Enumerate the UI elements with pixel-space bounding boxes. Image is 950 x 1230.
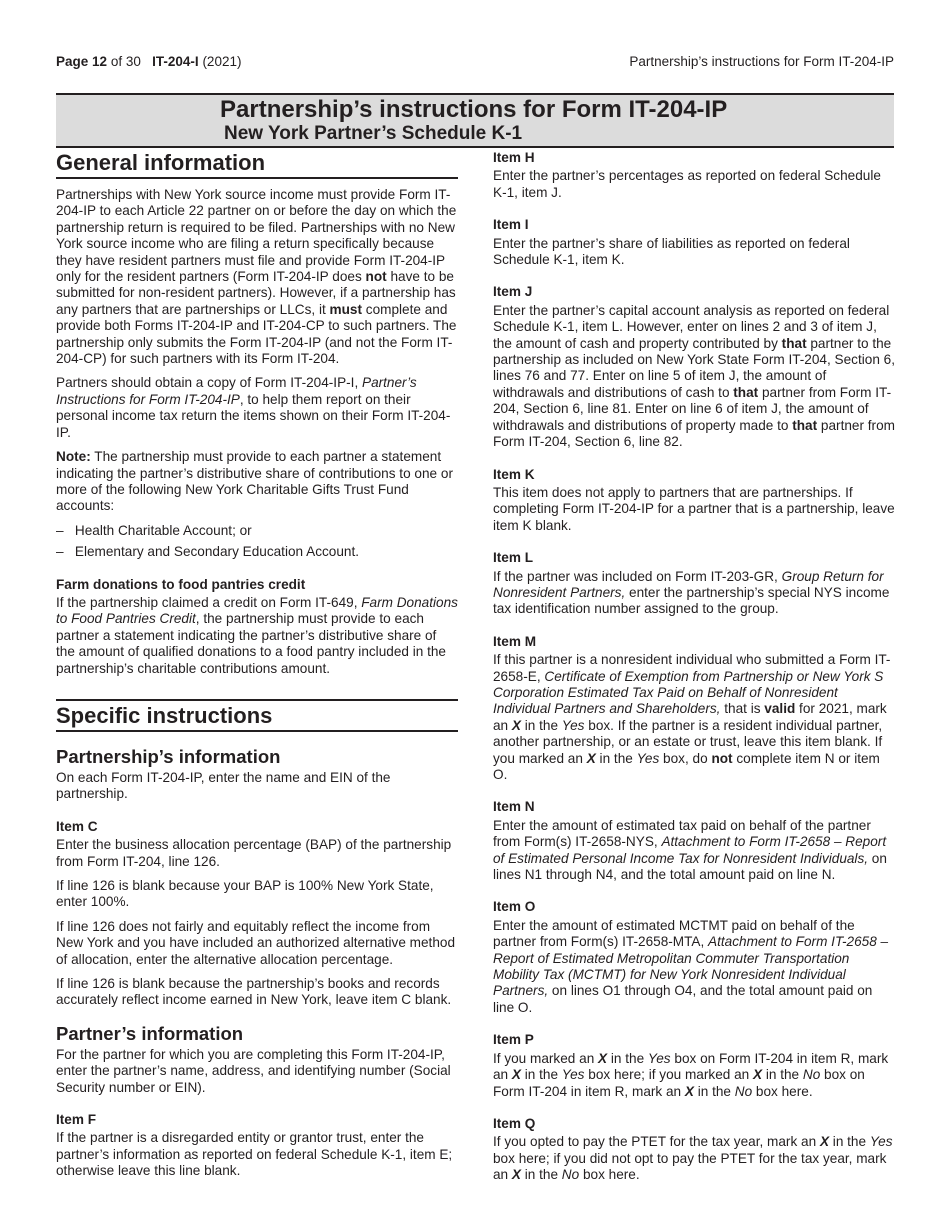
item-heading	[493, 550, 895, 566]
paragraph	[56, 187, 458, 367]
paragraph	[493, 303, 895, 451]
paragraph	[56, 770, 458, 803]
text-run: Item I	[493, 217, 529, 233]
text-run: in the	[520, 1067, 562, 1083]
item-heading	[493, 467, 895, 483]
text-run: Item M	[493, 633, 537, 649]
text-run: Partner’s information	[56, 1022, 244, 1044]
text-run: Item Q	[493, 1115, 536, 1131]
text-run: box. If the partner is a resident individual partner, another partnership, or an estate or trust, leave this item blank. If you marked an	[493, 717, 883, 766]
item-heading	[493, 284, 895, 300]
paragraph	[56, 1130, 458, 1179]
text-run: If line 126 is blank because your BAP is 100% New York State, enter 100%.	[56, 878, 434, 910]
paragraph	[56, 1047, 458, 1096]
text-run: This item does not apply to partners that are partnerships. If completing Form IT-204-IP for a partner that is a partnership, leave item K blank.	[493, 484, 895, 533]
text-run: Item H	[493, 150, 535, 165]
subsection-heading	[56, 746, 458, 768]
page-count: of 30	[110, 54, 141, 69]
italic-text: Group Return for Nonresident Partners,	[493, 568, 884, 600]
italic-text: Attachment to Form IT-2658 – Report of Estimated Metropolitan Commuter Transportation Mobility Tax (MCTMT) for New York Nonresident Individual Partners,	[493, 934, 889, 999]
item-heading	[493, 634, 895, 650]
text-run: in the	[520, 1167, 562, 1183]
text-run: complete item N or item O.	[493, 750, 880, 782]
bold-italic-text: X	[511, 1167, 521, 1183]
text-run: If the partner was included on Form IT-203-GR,	[493, 568, 782, 584]
bold-italic-text: X	[753, 1067, 763, 1083]
bold-text: must	[329, 301, 363, 317]
text-run: for 2021, mark an	[493, 701, 887, 733]
text-run: The partnership must provide to each partner a statement indicating the partner’s distributive share of contributions to one or more of the following New York Charitable Gifts Trust Fund accounts:	[56, 449, 453, 514]
text-run: Enter the amount of estimated MCTMT paid on behalf of the partner from Form(s) IT-2658-MTA,	[493, 917, 855, 950]
paragraph	[493, 168, 895, 201]
text-run: If line 126 does not fairly and equitably reflect the income from New York and you have included an authorized alternative method of allocation, enter the alternative allocation percentage.	[56, 918, 456, 967]
paragraph	[493, 918, 895, 1016]
paragraph	[493, 569, 895, 618]
form-year: (2021)	[202, 54, 242, 69]
text-run: Item L	[493, 550, 534, 566]
text-run: If you marked an	[493, 1050, 599, 1066]
italic-text: Yes	[561, 1067, 585, 1083]
text-run: box here.	[752, 1083, 813, 1099]
paragraph	[493, 652, 895, 783]
text-run: box here; if you marked an	[584, 1067, 753, 1083]
paragraph	[493, 485, 895, 534]
paragraph	[493, 818, 895, 884]
item-heading	[493, 899, 895, 915]
text-run: box here; if you did not opt to pay the PTET for the tax year, mark an	[493, 1150, 887, 1183]
text-run: partner from Form IT-204, Section 6, line 82.	[493, 417, 895, 450]
text-run: If the partner is a disregarded entity or grantor trust, enter the partner’s information as reported on federal Schedule K-1, item E; otherwise leave this line blank.	[56, 1130, 453, 1179]
paragraph	[56, 837, 458, 870]
italic-text: No	[802, 1067, 821, 1083]
bold-italic-text: X	[511, 1067, 521, 1083]
text-run: Item F	[56, 1112, 97, 1128]
bold-text: valid	[764, 701, 796, 717]
right-column	[493, 150, 895, 1192]
text-run: Enter the business allocation percentage (BAP) of the partnership from Form IT-204, line 126.	[56, 837, 452, 869]
text-run: General information	[56, 150, 266, 175]
bold-italic-text: X	[598, 1050, 608, 1066]
text-run: in the	[595, 750, 637, 766]
text-run: Enter the partner’s percentages as reported on federal Schedule K-1, item J.	[493, 168, 881, 200]
text-run: that is	[720, 701, 765, 717]
text-run: box on Form IT-204 in item R, mark an	[493, 1050, 889, 1083]
text-run: Item J	[493, 284, 533, 300]
title-band	[56, 93, 894, 148]
text-run: , to help them report on their personal income tax return the items shown on their Form IT-204-IP.	[56, 391, 451, 440]
text-run: in the	[520, 717, 562, 733]
text-run: Farm donations to food pantries credit	[56, 576, 306, 592]
page-subtitle: New York Partner’s Schedule K-1	[224, 123, 523, 144]
text-run: partner from Form IT-204, Section 6, line 81. Enter on line 6 of item J, the amount of withdrawals and distributions of property made to	[493, 384, 892, 433]
text-run: Partners should obtain a copy of Form IT-204-IP-I,	[56, 375, 362, 391]
bold-text: not	[365, 269, 387, 285]
italic-text: Certificate of Exemption from Partnership or New York S Corporation Estimated Tax Paid on Behalf of Nonresident Individual Partners and Shareholders,	[493, 668, 884, 717]
text-run: , the partnership must provide to each partner a statement indicating the partner’s distributive share of the amount of qualified donations to a food pantry included in the partnership’s charitable contributions amount.	[56, 611, 446, 676]
text-run: On each Form IT-204-IP, enter the name and EIN of the partnership.	[56, 769, 391, 802]
left-column	[56, 150, 458, 1188]
text-run: box, do	[659, 750, 712, 766]
italic-text: Yes	[636, 750, 660, 766]
paragraph	[56, 595, 458, 677]
text-run: Specific instructions	[56, 702, 273, 728]
text-run: Item P	[493, 1032, 534, 1048]
text-run: If line 126 is blank because the partnership’s books and records accurately reflect income earned in New York, leave item C blank.	[56, 976, 452, 1008]
paragraph	[56, 976, 458, 1009]
italic-text: Farm Donations to Food Pantries Credit	[56, 594, 458, 627]
paragraph	[56, 878, 458, 911]
text-run: in the	[693, 1083, 735, 1099]
text-run: box on Form IT-204 in item R, mark an	[493, 1067, 865, 1099]
item-heading	[493, 1032, 895, 1048]
item-heading	[493, 1116, 895, 1132]
text-run: enter the partnership’s special NYS income tax identification number assigned to the group.	[493, 584, 890, 617]
page-title: Partnership’s instructions for Form IT-204-IP	[220, 96, 728, 123]
text-run: Item O	[493, 899, 536, 915]
paragraph	[493, 236, 895, 269]
item-heading	[56, 819, 458, 835]
text-run: in the	[829, 1134, 870, 1150]
text-run: – Health Charitable Account; or	[56, 522, 252, 538]
running-title: Partnership’s instructions for Form IT-204-IP	[629, 54, 894, 69]
text-run: have to be submitted for non-resident partners). However, if a partnership has any partners that are partnerships or LLCs, it	[56, 269, 456, 317]
italic-text: No	[561, 1167, 580, 1183]
subsection-heading	[56, 1023, 458, 1045]
text-run: box here.	[579, 1167, 640, 1183]
bold-italic-text: X	[819, 1134, 830, 1150]
text-run: If this partner is a nonresident individual who submitted a Form IT-2658-E,	[493, 652, 891, 684]
bold-italic-text: X	[586, 750, 596, 766]
text-run: Partnerships with New York source income must provide Form IT-204-IP to each Article 22 partner on or before the day on which the partnership return is required to be filed. Partnerships with no New York source income who are filing a return specifically because they have resident partners must file and provide Form IT-204-IP only for the resident partners (Form IT-204-IP does	[56, 187, 457, 285]
text-run: Enter the partner’s capital account analysis as reported on federal Schedule K-1, item L. However, enter on lines 2 and 3 of item J, the amount of cash and property contributed by	[493, 302, 890, 351]
list-item	[56, 523, 458, 539]
paragraph	[56, 449, 458, 515]
text-run: – Elementary and Secondary Education Account.	[56, 544, 360, 560]
text-run: Enter the partner’s share of liabilities as reported on federal Schedule K-1, item K.	[493, 235, 850, 268]
paragraph	[56, 375, 458, 441]
item-heading	[56, 577, 458, 593]
section-heading	[56, 150, 458, 179]
italic-text: Yes	[869, 1134, 893, 1150]
text-run: If you opted to pay the PTET for the tax year, mark an	[493, 1134, 820, 1150]
italic-text: Yes	[647, 1050, 671, 1066]
bold-text: that	[781, 335, 807, 351]
bold-italic-text: X	[511, 717, 521, 733]
text-run: on lines N1 through N4, and the total amount paid on line N.	[493, 850, 887, 883]
form-id: IT-204-I	[152, 54, 199, 69]
text-run: For the partner for which you are completing this Form IT-204-IP, enter the partner’s name, address, and identifying number (Social Security number or EIN).	[56, 1046, 451, 1095]
text-run: If the partnership claimed a credit on Form IT-649,	[56, 594, 362, 610]
page-header-left	[56, 54, 241, 69]
text-run: on lines O1 through O4, and the total amount paid on line O.	[493, 983, 873, 1015]
text-run: in the	[762, 1067, 803, 1083]
item-heading	[493, 799, 895, 815]
text-run: Item N	[493, 799, 535, 815]
bold-text: Note:	[56, 449, 91, 465]
text-run: partner to the partnership as included on New York State Form IT-204, Section 6, lines 76 and 77. Enter on line 5 of item J, the amount of withdrawals and distributions of cash to	[493, 335, 895, 400]
section-heading	[56, 699, 458, 732]
text-run: Enter the amount of estimated tax paid on behalf of the partner from Form(s) IT-2658-NYS,	[493, 817, 871, 850]
text-run: Item K	[493, 466, 535, 482]
paragraph	[493, 1134, 895, 1183]
item-heading	[493, 217, 895, 233]
page-number: 12	[92, 54, 108, 69]
italic-text: Partner’s Instructions for Form IT-204-IP	[56, 375, 417, 407]
item-heading	[56, 1112, 458, 1128]
bold-text: that	[792, 417, 818, 433]
page-label: Page	[56, 54, 89, 69]
paragraph	[56, 919, 458, 968]
item-heading	[493, 150, 895, 166]
italic-text: Yes	[561, 717, 585, 733]
text-run: in the	[607, 1050, 648, 1066]
bold-text: not	[711, 750, 733, 766]
bold-italic-text: X	[684, 1083, 694, 1099]
paragraph	[493, 1051, 895, 1100]
list-item	[56, 544, 458, 560]
text-run: Item C	[56, 818, 98, 834]
text-run: complete and provide both Forms IT-204-IP and IT-204-CP to such partners. The partnership only submits the Form IT-204-IP (and not the Form IT-204-CP) for such partners with its Form IT-204.	[56, 301, 457, 367]
text-run: Partnership’s information	[56, 745, 281, 767]
bold-text: that	[733, 384, 759, 400]
italic-text: No	[734, 1083, 753, 1099]
italic-text: Attachment to Form IT-2658 – Report of Estimated Personal Income Tax for Nonresident Individuals,	[493, 834, 887, 866]
